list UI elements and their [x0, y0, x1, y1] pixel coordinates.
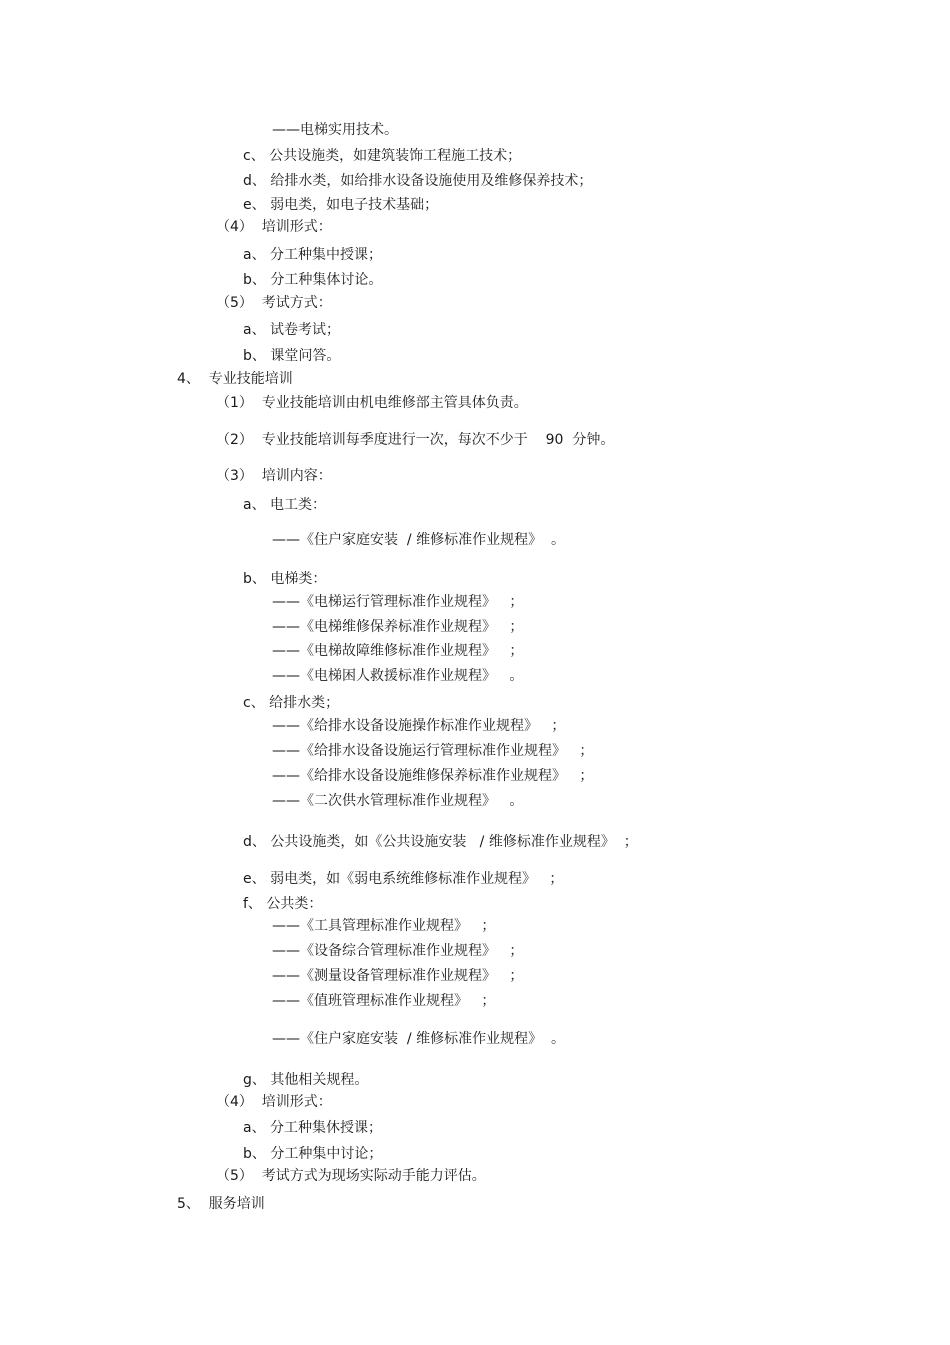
text-line: ——《设备综合管理标准作业规程》 ；	[272, 943, 524, 959]
text-line: b、 分工种集体讨论。	[243, 272, 383, 288]
text-line: a、 分工种集休授课；	[243, 1120, 383, 1136]
text-line: ——《电梯故障维修标准作业规程》 ；	[272, 643, 524, 659]
text-line: ——《电梯运行管理标准作业规程》 ；	[272, 594, 524, 610]
text-line: ——《电梯困人救援标准作业规程》 。	[272, 668, 524, 684]
text-line: e、 弱电类，如《弱电系统维修标准作业规程》 ；	[243, 871, 564, 887]
text-line: ——《住户家庭安装 / 维修标准作业规程》 。	[272, 1031, 565, 1047]
text-line: ——《给排水设备设施维修保养标准作业规程》 ；	[272, 768, 594, 784]
text-line: a、 分工种集中授课；	[243, 247, 383, 263]
text-line: ——《工具管理标准作业规程》 ；	[272, 918, 496, 934]
text-line: d、 公共设施类，如《公共设施安装 / 维修标准作业规程》 ；	[243, 834, 638, 850]
text-line: （5） 考试方式：	[216, 295, 332, 311]
text-line: ——《值班管理标准作业规程》 ；	[272, 993, 496, 1009]
text-line: e、 弱电类，如电子技术基础；	[243, 197, 439, 213]
text-line: b、 电梯类：	[243, 571, 327, 587]
text-line: ——《测量设备管理标准作业规程》 ；	[272, 968, 524, 984]
text-line: （1） 专业技能培训由机电维修部主管具体负责。	[216, 395, 528, 411]
text-line: g、 其他相关规程。	[243, 1072, 369, 1088]
text-line: a、 电工类：	[243, 497, 327, 513]
text-line: ——电梯实用技术。	[272, 122, 398, 138]
text-line: f、 公共类：	[243, 896, 323, 912]
text-line: ——《给排水设备设施运行管理标准作业规程》 ；	[272, 743, 594, 759]
text-line: b、 分工种集中讨论；	[243, 1146, 383, 1162]
text-line: b、 课堂问答。	[243, 348, 341, 364]
text-line: （3） 培训内容：	[216, 468, 332, 484]
text-line: 5、 服务培训	[177, 1196, 265, 1212]
text-line: d、 给排水类，如给排水设备设施使用及维修保养技术；	[243, 173, 593, 189]
text-line: c、 给排水类；	[243, 695, 340, 711]
text-line: ——《二次供水管理标准作业规程》 。	[272, 793, 524, 809]
text-line: ——《电梯维修保养标准作业规程》 ；	[272, 619, 524, 635]
text-line: 4、 专业技能培训	[177, 371, 293, 387]
text-line: ——《住户家庭安装 / 维修标准作业规程》 。	[272, 532, 565, 548]
text-line: ——《给排水设备设施操作标准作业规程》 ；	[272, 718, 566, 734]
text-line: （2） 专业技能培训每季度进行一次，每次不少于 90 分钟。	[216, 432, 615, 448]
text-line: （5） 考试方式为现场实际动手能力评估。	[216, 1168, 486, 1184]
text-line: （4） 培训形式：	[216, 219, 332, 235]
text-line: a、 试卷考试；	[243, 322, 341, 338]
text-line: （4） 培训形式：	[216, 1094, 332, 1110]
text-line: c、 公共设施类，如建筑装饰工程施工技术；	[243, 148, 522, 164]
